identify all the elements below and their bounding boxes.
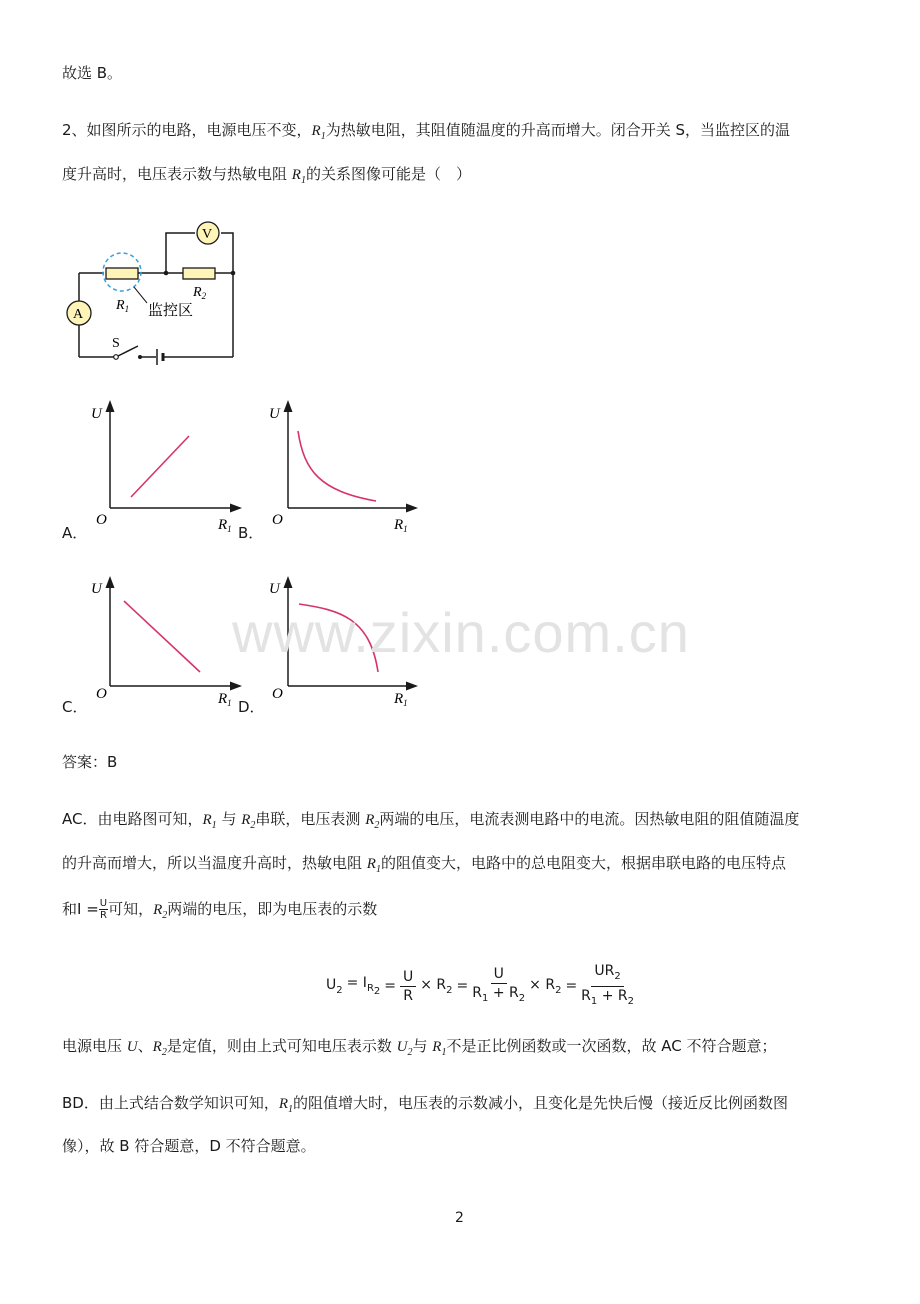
y-axis-label: U [91, 406, 102, 422]
curve-c [124, 601, 200, 672]
option-a-label: A． [62, 524, 88, 542]
voltage-equation: $U_2$ = $I_{R_2}$ = $\frac{U}{R}$ × $R_2$ = $\frac{U}{R_1 + R_2}$ × $R_2$ = $\frac{UR_2}{R_1 + R_2}$ [326, 963, 635, 1007]
question-line-2: 度升高时，电压表示数与热敏电阻 $R_1$的关系图像可能是（ ） [62, 165, 471, 186]
watermark: www.zixin.com.cn [232, 601, 690, 664]
graph-c [91, 581, 236, 708]
r1-label: $R_1$ [116, 298, 130, 314]
symbol-r1: $R_1$ [311, 123, 326, 142]
ac-line-3: 和I = $\frac{U}{R}$ 可知，$R_2$两端的电压，即为电压表的示数 [62, 898, 378, 921]
curve-b [298, 431, 376, 501]
curve-a [131, 436, 189, 497]
switch-label: S [112, 336, 120, 351]
switch-contact [114, 355, 119, 360]
option-graphs [60, 396, 460, 716]
ammeter-label: A [73, 307, 84, 322]
ac-line-2: 的升高而增大，所以当温度升高时，热敏电阻 $R_1$的阻值变大，电路中的总电阻变大，根据串联电路的电压特点 [62, 854, 786, 875]
origin-label: O [96, 512, 107, 528]
ac-line-1: AC．由电路图可知，$R_1$ 与 $R_2$串联，电压表测 $R_2$两端的电压，电流表测电路中的电流。因热敏电阻的阻值随温度 [62, 810, 800, 831]
ac-line-4: 电源电压 U、$R_2$是定值，则由上式可知电压表示数 $U_2$与 $R_1$不是正比例函数或一次函数，故 AC 不符合题意； [62, 1037, 777, 1058]
switch-contact [138, 355, 142, 359]
y-axis-label: U [91, 581, 102, 597]
question-line-1: 2、如图所示的电路，电源电压不变，$R_1$为热敏电阻，其阻值随温度的升高而增大。闭合开关 S，当监控区的温 [62, 121, 791, 142]
bd-line-2: 像），故 B 符合题意，D 不符合题意。 [62, 1137, 316, 1155]
r2-label: $R_2$ [193, 285, 207, 301]
page-number: 2 [455, 1210, 464, 1226]
origin-label: O [96, 686, 107, 702]
x-axis-label: $R_1$ [394, 517, 408, 534]
x-axis-label: $R_1$ [218, 517, 232, 534]
voltmeter-label: V [202, 227, 213, 242]
y-axis-label: U [269, 406, 280, 422]
bd-line-1: BD．由上式结合数学知识可知，$R_1$的阻值增大时，电压表的示数减小，且变化是先快后慢（接近反比例函数图 [62, 1094, 789, 1115]
monitor-zone-label: 监控区 [148, 303, 194, 319]
y-axis-label: U [269, 581, 280, 597]
symbol-r1: $R_1$ [291, 167, 306, 186]
answer-line: 答案：B [62, 753, 118, 771]
option-b-label: B． [238, 524, 264, 542]
graph-b [269, 406, 412, 534]
resistor-r2 [183, 268, 215, 279]
x-axis-label: $R_1$ [218, 691, 232, 708]
option-d-label: D． [238, 698, 265, 716]
x-axis-label: $R_1$ [394, 691, 408, 708]
resistor-r1 [106, 268, 138, 279]
previous-answer: 故选 B。 [62, 64, 123, 82]
origin-label: O [272, 512, 283, 528]
option-c-label: C． [62, 698, 88, 716]
fraction-u-over-r: $\frac{U}{R}$ [99, 898, 108, 921]
circuit-diagram [60, 215, 260, 375]
graph-a [91, 406, 236, 534]
origin-label: O [272, 686, 283, 702]
